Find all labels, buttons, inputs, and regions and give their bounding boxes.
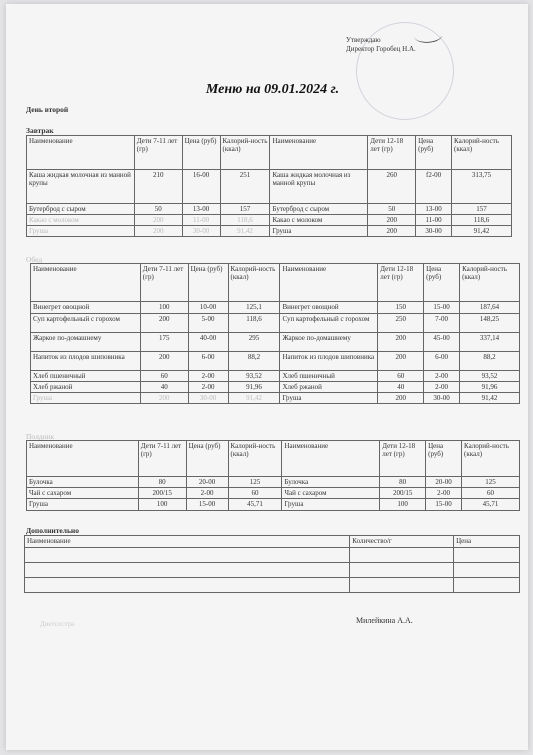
approval-line-1: Утверждаю: [346, 36, 381, 44]
snack-label: Полдник: [26, 432, 55, 441]
price-left: 13-00: [182, 204, 220, 215]
calories-left: 60: [228, 488, 282, 499]
col-calories-right: Калорий-ность (ккал): [462, 441, 520, 477]
portion-12-18: 50: [368, 204, 416, 215]
portion-12-18: 60: [378, 371, 424, 382]
breakfast-row: [27, 204, 512, 215]
calories-right: 118,6: [452, 215, 512, 226]
extra-col-price: Цена: [454, 536, 520, 548]
dish-name-left: Груша: [27, 226, 135, 237]
breakfast-table: [26, 135, 512, 237]
lunch-label: Обед: [26, 255, 43, 264]
portion-12-18: 260: [368, 170, 416, 204]
portion-7-11: 50: [134, 204, 182, 215]
dish-name-left: Винегрет овощной: [31, 302, 141, 314]
col-kids-7-11: Дети 7-11 лет (гр): [140, 264, 188, 302]
price-right: 2-00: [424, 382, 460, 393]
calories-right: 93,52: [460, 371, 520, 382]
portion-12-18: 200: [378, 333, 424, 352]
lunch-row: [31, 371, 520, 382]
price-left: 5-00: [188, 314, 228, 333]
portion-12-18: 80: [380, 477, 426, 488]
calories-right: 88,2: [460, 352, 520, 371]
col-kids-7-11: Дети 7-11 лет (гр): [138, 441, 186, 477]
calories-right: 313,75: [452, 170, 512, 204]
calories-right: 91,42: [452, 226, 512, 237]
dish-name-right: Какао с молоком: [270, 215, 368, 226]
calories-right: 60: [462, 488, 520, 499]
extra-table: [24, 535, 520, 593]
dish-name-right: Суп картофельный с горохом: [280, 314, 378, 333]
approval-line-2: Директор Горобец Н.А.: [346, 45, 416, 53]
col-kids-7-11: Дети 7-11 лет (гр): [134, 136, 182, 170]
portion-7-11: 200: [134, 215, 182, 226]
dish-name-left: Груша: [27, 499, 139, 511]
calories-left: 118,6: [220, 215, 270, 226]
lunch-row: [31, 393, 520, 404]
calories-left: 88,2: [228, 352, 280, 371]
lunch-table: [30, 263, 520, 404]
snack-row: [27, 488, 520, 499]
col-calories-left: Калорий-ность (ккал): [220, 136, 270, 170]
portion-7-11: 80: [138, 477, 186, 488]
col-calories-left: Калорий-ность (ккал): [228, 441, 282, 477]
portion-7-11: 175: [140, 333, 188, 352]
price-right: 15-00: [424, 302, 460, 314]
price-left: 40-00: [188, 333, 228, 352]
portion-7-11: 100: [138, 499, 186, 511]
price-left: 6-00: [188, 352, 228, 371]
portion-7-11: 200: [140, 393, 188, 404]
col-price-left: Цена (руб): [188, 264, 228, 302]
approval-block: [346, 36, 416, 54]
calories-left: 93,52: [228, 371, 280, 382]
extra-col-qty: Количество/г: [350, 536, 454, 548]
dish-name-right: Чай с сахаром: [282, 488, 380, 499]
calories-left: 91,42: [220, 226, 270, 237]
dish-name-right: Груша: [270, 226, 368, 237]
calories-left: 295: [228, 333, 280, 352]
col-kids-12-18: Дети 12-18 лет (гр): [368, 136, 416, 170]
calories-left: 91,96: [228, 382, 280, 393]
price-right: 20-00: [426, 477, 462, 488]
portion-7-11: 200/15: [138, 488, 186, 499]
calories-right: 157: [452, 204, 512, 215]
dish-name-left: Булочка: [27, 477, 139, 488]
lunch-row: [31, 352, 520, 371]
price-left: 2-00: [188, 371, 228, 382]
dish-name-left: Хлеб пшеничный: [31, 371, 141, 382]
price-left: 20-00: [186, 477, 228, 488]
dish-name-right: Винегрет овощной: [280, 302, 378, 314]
dish-name-right: Хлеб ржаной: [280, 382, 378, 393]
lunch-row: [31, 333, 520, 352]
calories-left: 45,71: [228, 499, 282, 511]
extra-col-name: Наименование: [25, 536, 350, 548]
dish-name-left: Бутерброд с сыром: [27, 204, 135, 215]
price-left: 30-00: [188, 393, 228, 404]
price-right: 13-00: [416, 204, 452, 215]
dish-name-left: Груша: [31, 393, 141, 404]
extra-row: [25, 548, 520, 563]
portion-7-11: 210: [134, 170, 182, 204]
portion-12-18: 200: [378, 393, 424, 404]
extra-row: [25, 563, 520, 578]
snack-table: [26, 440, 520, 511]
calories-left: 251: [220, 170, 270, 204]
calories-right: 91,96: [460, 382, 520, 393]
col-name-left: Наименование: [27, 441, 139, 477]
portion-12-18: 150: [378, 302, 424, 314]
portion-12-18: 250: [378, 314, 424, 333]
breakfast-row: [27, 170, 512, 204]
col-kids-12-18: Дети 12-18 лет (гр): [378, 264, 424, 302]
col-name-right: Наименование: [280, 264, 378, 302]
snack-row: [27, 477, 520, 488]
price-right: 6-00: [424, 352, 460, 371]
portion-7-11: 200: [140, 314, 188, 333]
col-name-right: Наименование: [282, 441, 380, 477]
dish-name-left: Жаркое по-домашнему: [31, 333, 141, 352]
dish-name-right: Каша жидкая молочная из манной крупы: [270, 170, 368, 204]
calories-right: 45,71: [462, 499, 520, 511]
portion-12-18: 200: [368, 226, 416, 237]
calories-right: 148,25: [460, 314, 520, 333]
col-price-right: Цена (руб): [426, 441, 462, 477]
calories-right: 91,42: [460, 393, 520, 404]
extra-row: [25, 578, 520, 593]
col-name-left: Наименование: [27, 136, 135, 170]
footer-left-label: Диетсестра: [40, 620, 75, 628]
calories-left: 157: [220, 204, 270, 215]
col-calories-right: Калорий-ность (ккал): [460, 264, 520, 302]
portion-12-18: 40: [378, 382, 424, 393]
dish-name-right: Хлеб пшеничный: [280, 371, 378, 382]
dish-name-right: Напиток из плодов шиповника: [280, 352, 378, 371]
portion-12-18: 100: [380, 499, 426, 511]
portion-7-11: 200: [134, 226, 182, 237]
price-right: 11-00: [416, 215, 452, 226]
lunch-row: [31, 314, 520, 333]
col-price-right: Цена (руб): [424, 264, 460, 302]
calories-left: 125: [228, 477, 282, 488]
price-left: 10-00: [188, 302, 228, 314]
col-calories-left: Калорий-ность (ккал): [228, 264, 280, 302]
dish-name-left: Какао с молоком: [27, 215, 135, 226]
dish-name-right: Груша: [282, 499, 380, 511]
col-name-left: Наименование: [31, 264, 141, 302]
lunch-row: [31, 382, 520, 393]
calories-left: 91,42: [228, 393, 280, 404]
snack-row: [27, 499, 520, 511]
day-label: День второй: [26, 105, 69, 114]
breakfast-label: Завтрак: [26, 126, 54, 135]
dish-name-right: Бутерброд с сыром: [270, 204, 368, 215]
calories-left: 125,1: [228, 302, 280, 314]
portion-7-11: 100: [140, 302, 188, 314]
price-left: 2-00: [186, 488, 228, 499]
price-left: 11-00: [182, 215, 220, 226]
price-right: 30-00: [416, 226, 452, 237]
calories-right: 337,14: [460, 333, 520, 352]
price-right: 2-00: [424, 371, 460, 382]
price-right: 2-00: [426, 488, 462, 499]
dish-name-left: Напиток из плодов шиповника: [31, 352, 141, 371]
dish-name-right: Булочка: [282, 477, 380, 488]
price-right: 45-00: [424, 333, 460, 352]
price-left: 15-00: [186, 499, 228, 511]
portion-7-11: 40: [140, 382, 188, 393]
dish-name-left: Хлеб ржаной: [31, 382, 141, 393]
dish-name-left: Чай с сахаром: [27, 488, 139, 499]
breakfast-row: [27, 226, 512, 237]
price-left: 30-00: [182, 226, 220, 237]
extra-label: Дополнительно: [26, 526, 79, 535]
dish-name-left: Каша жидкая молочная из манной крупы: [27, 170, 135, 204]
price-left: 2-00: [188, 382, 228, 393]
portion-7-11: 200: [140, 352, 188, 371]
page-title: Меню на 09.01.2024 г.: [205, 82, 340, 97]
portion-12-18: 200: [368, 215, 416, 226]
price-right: 15-00: [426, 499, 462, 511]
price-right: 30-00: [424, 393, 460, 404]
footer-signature: Милейкина А.А.: [356, 616, 413, 625]
calories-right: 187,64: [460, 302, 520, 314]
price-right: f2-00: [416, 170, 452, 204]
calories-left: 118,6: [228, 314, 280, 333]
dish-name-left: Суп картофельный с горохом: [31, 314, 141, 333]
price-right: 7-00: [424, 314, 460, 333]
price-left: 16-00: [182, 170, 220, 204]
dish-name-right: Груша: [280, 393, 378, 404]
breakfast-row: [27, 215, 512, 226]
dish-name-right: Жаркое по-домашнему: [280, 333, 378, 352]
col-price-right: Цена (руб): [416, 136, 452, 170]
col-calories-right: Калорий-ность (ккал): [452, 136, 512, 170]
col-kids-12-18: Дети 12-18 лет (гр): [380, 441, 426, 477]
calories-right: 125: [462, 477, 520, 488]
col-name-right: Наименование: [270, 136, 368, 170]
menu-page: [6, 4, 528, 750]
col-price-left: Цена (руб): [186, 441, 228, 477]
portion-7-11: 60: [140, 371, 188, 382]
col-price-left: Цена (руб): [182, 136, 220, 170]
lunch-row: [31, 302, 520, 314]
portion-12-18: 200/15: [380, 488, 426, 499]
portion-12-18: 200: [378, 352, 424, 371]
